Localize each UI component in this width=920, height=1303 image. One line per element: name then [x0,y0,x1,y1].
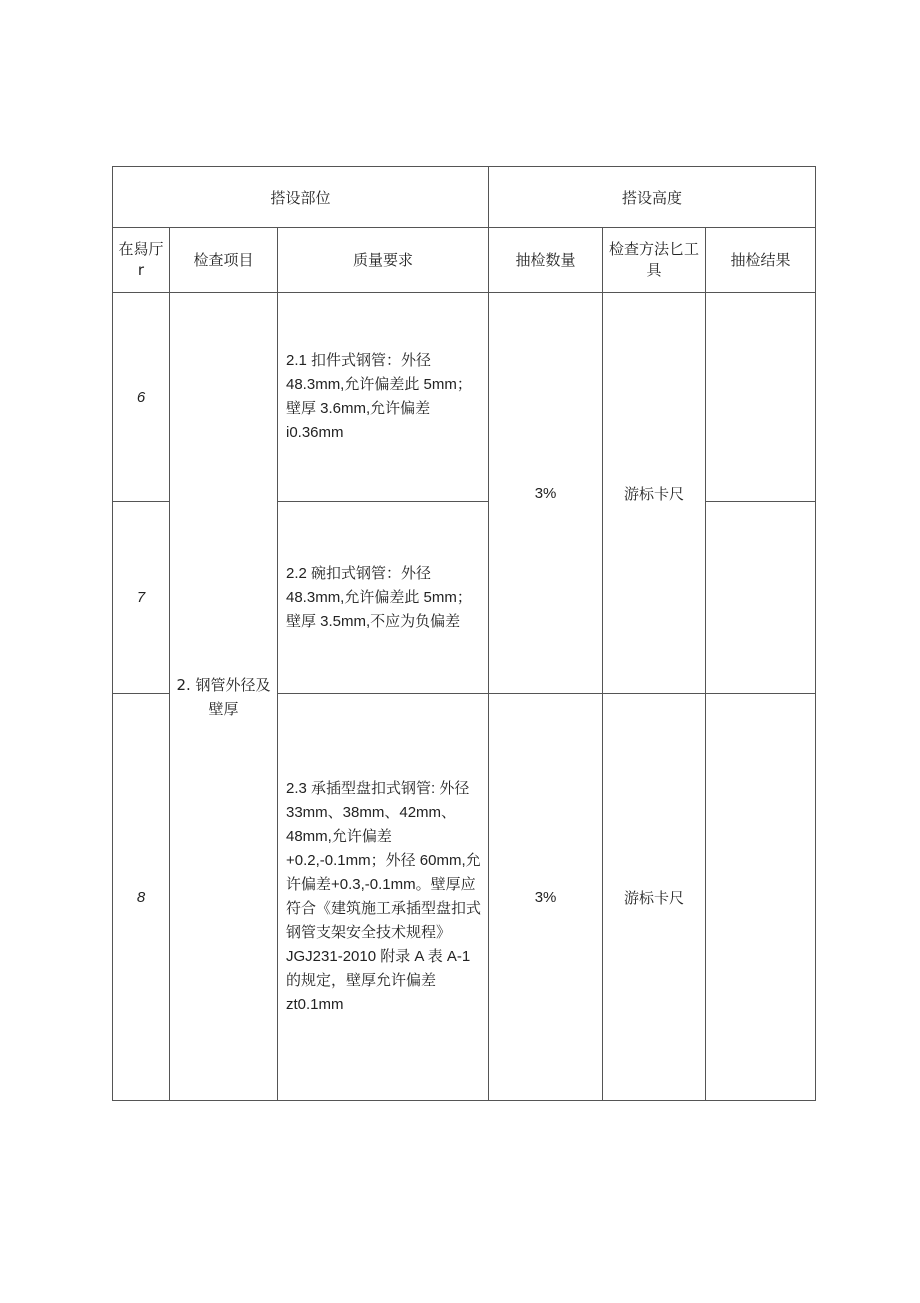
row-number: 7 [113,502,170,694]
quantity-cell: 3% [489,293,603,694]
method-cell: 游标卡尺 [603,293,706,694]
requirement-cell: 2.1 扣件式钢管：外径48.3mm,允许偏差此 5mm；壁厚 3.6mm,允许偏差i0.36mm [278,293,489,502]
row-number: 6 [113,293,170,502]
col-header-no [113,228,170,293]
col-header-no-line1: 在舄厅 [118,240,164,258]
result-cell[interactable] [706,502,816,694]
header-row-columns [113,228,816,293]
col-header-method: 检查方法匕工具 [603,228,706,293]
inspection-table [112,166,816,1101]
table-row [113,293,816,502]
header-row-top [113,167,816,228]
requirement-cell: 2.2 碗扣式钢管：外径48.3mm,允许偏差此 5mm；壁厚 3.5mm,不应为负偏差 [278,502,489,694]
col-header-requirement: 质量要求 [278,228,489,293]
result-cell[interactable] [706,694,816,1101]
check-item [170,293,278,1101]
quantity-cell: 3% [489,694,603,1101]
result-cell[interactable] [706,293,816,502]
requirement-cell: 2.3 承插型盘扣式钢管: 外径33mm、38mm、42mm、48mm,允许偏差+0.2,-0.1mm；外径 60mm,允许偏差+0.3,-0.1mm。壁厚应符合《建筑施工承插型盘扣式钢管支架安全技术规程》JGJ231-2010 附录 A 表 A-1 的规定，壁厚允许偏差 zt0.1mm [278,694,489,1101]
row-number: 8 [113,694,170,1101]
height-header: 搭设高度 [489,167,816,228]
location-header: 搭设部位 [113,167,489,228]
col-header-result: 抽检结果 [706,228,816,293]
col-header-item: 检查项目 [170,228,278,293]
col-header-no-line2: r [137,261,145,279]
col-header-quantity: 抽检数量 [489,228,603,293]
check-item-label: 2. 钢管外径及壁厚 [176,676,271,718]
method-cell: 游标卡尺 [603,694,706,1101]
